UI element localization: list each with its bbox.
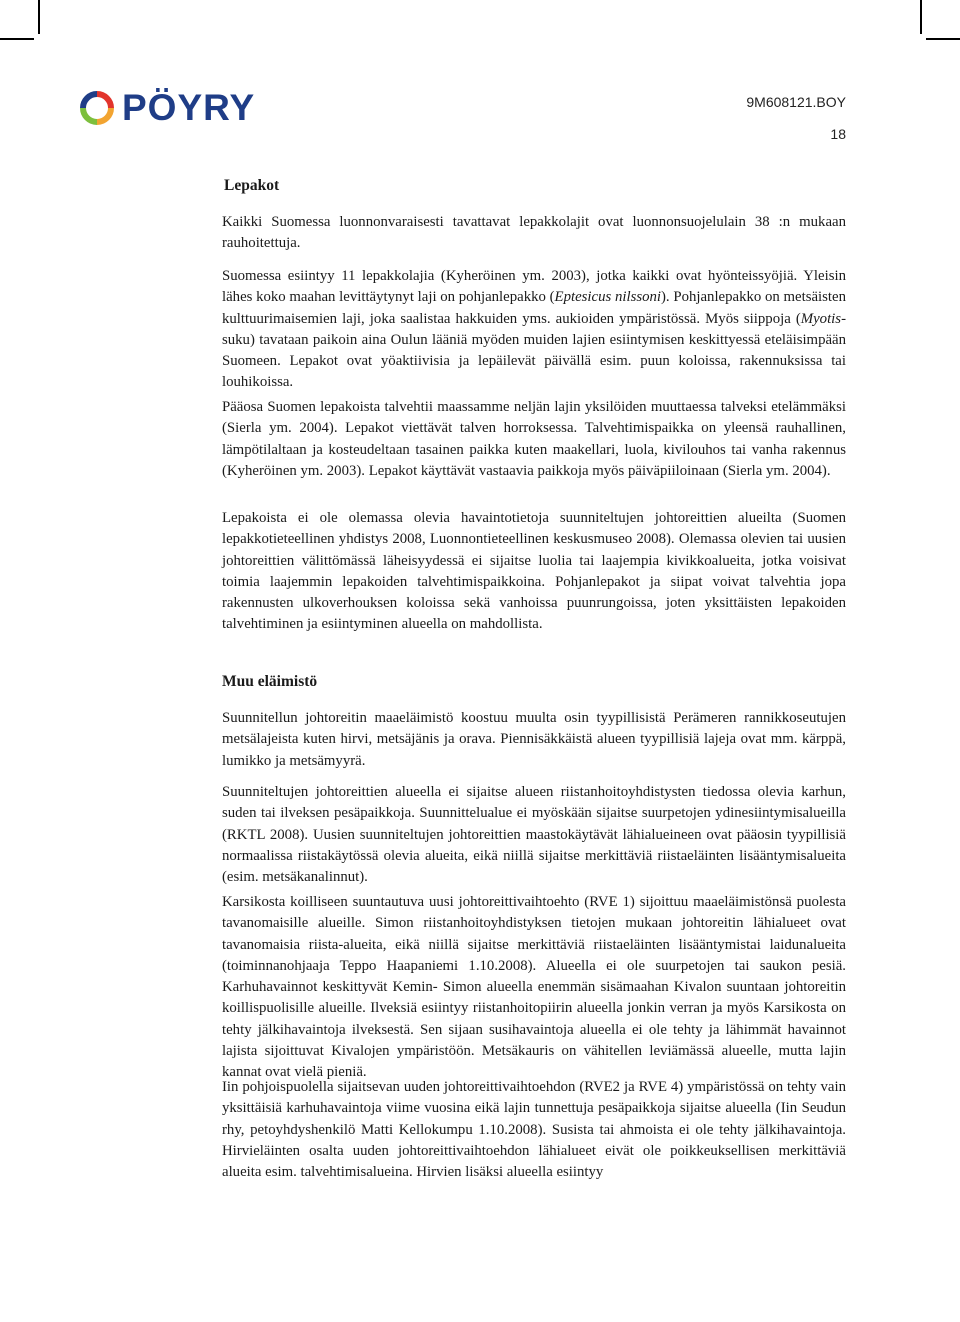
species-name: Eptesicus nilssoni <box>554 289 661 306</box>
paragraph <box>222 212 846 255</box>
crop-mark <box>920 0 922 34</box>
section-heading-lepakot: Lepakot <box>224 177 280 194</box>
paragraph-text: Kaikki Suomessa luonnonvaraisesti tavattavat lepakkolajit ovat luonnonsuojelulain 38 :n mukaan rauhoitettuja. <box>222 214 846 252</box>
paragraph <box>222 508 846 636</box>
logo-wordmark: PÖYRY <box>122 87 256 128</box>
paragraph-text: Suunniteltujen johtoreittien alueella ei sijaitse alueen riistanhoitoyhdistysten tiedossa olevia karhun, suden tai ilveksen pesäpaikkoja. Suunnittelualue ei myöskään sijaitse suurpetojen ydinesiintymisalueilla (RKTL 2008). Uusien suunniteltujen johtoreittien maastokäytävät lähialueineen ovat pääosin tyypillisiä normaalissa riistakäytössä olevia alueita, eikä niillä sijaitse merkittäviä riistaeläinten lisääntymisalueita (esim. metsäkanalinnut). <box>222 784 846 886</box>
paragraph-text: Pääosa Suomen lepakoista talvehtii maassamme neljän lajin yksilöiden muuttaessa talveksi etelämmäksi (Sierla ym. 2004). Lepakot viettävät talven horroksessa. Talvehtimispaikka on yleensä rauhallinen, lämpötilaltaan ja kosteudeltaan tasainen paikka kuten maakellari, luola, kivilouhos tai vanha rakennus (Kyheröinen ym. 2003). Lepakot käyttävät vastaavia paikkoja myös päiväpiiloinaan (Sierla ym. 2004). <box>222 399 846 479</box>
paragraph <box>222 1077 846 1183</box>
paragraph <box>222 782 846 888</box>
genus-name: Myotis <box>800 310 842 327</box>
text-run: -suku) tavataan paikoin aina Oulun lääniä myöden muiden lajien esiintymisen keskittyessä eteläisimpään Suomeen. Lepakot ovat yöaktiivisia ja lepäilevät päivällä esim. puun koloissa, rakennuksissa tai louhikoissa. <box>222 310 846 391</box>
paragraph <box>222 397 846 482</box>
paragraph <box>222 266 846 394</box>
paragraph-text: Karsikosta koilliseen suuntautuva uusi johtoreittivaihtoehto (RVE 1) sijoittuu maaeläimistönsä puolesta tavanomaisille alueille. Simon riistanhoitoyhdistyksen tietojen mukaan johtoreitin lähialueet ovat tavanomaisia riista-alueita, eikä niillä sijaitse merkittäviä riistaeläinten lisääntymistai laidunalueita (toiminnanohjaaja Teppo Haapaniemi 1.10.2008). Alueella ei ole suurpetojen tai saukon pesiä. Karhuhavainnot keskittyvät Kemin- Simon alueella enemmän sisämaahan Kivalon suuntaan johtoreitin koillispuolisille alueille. Ilveksiä esiintyy riistanhoitopiirin alueella jonkin verran ja myös Karsikosta on tehty jälkihavaintoja ilveksestä. Sen sijaan susihavaintoja alueella ei ole tehty ja lähimmät havainnot lajista sijoittuvat Kivalojen ympäristöön. Metsäkauris on vähitellen leviämässä alueelle, mutta lajin kannat ovat vielä pieniä. <box>222 894 846 1081</box>
document-id: 9M608121.BOY <box>746 94 846 110</box>
page-number: 18 <box>830 126 846 142</box>
crop-mark <box>926 38 960 40</box>
text-run: Suomessa esiintyy 11 lepakkolajia (Kyheröinen ym. 2003), jotka kaikki ovat hyönteissyöjiä. Yleisin lähes koko maahan levittäytynyt laji on pohjanlepakko ( <box>222 268 846 306</box>
paragraph-text: Suunnitellun johtoreitin maaeläimistö koostuu muulta osin tyypillisistä Perämeren rannikkoseutujen metsälajeista kuten hirvi, metsäjänis ja orava. Piennisäkkäistä alueen tyypillisiä lajeja ovat mm. kärppä, lumikko ja metsämyyrä. <box>222 710 846 769</box>
paragraph <box>222 708 846 772</box>
paragraph <box>222 892 846 1084</box>
paragraph-text: Lepakoista ei ole olemassa olevia havaintotietoja suunniteltujen johtoreittien alueilta (Suomen lepakkotieteellinen yhdistys 2008, Luonnontieteellinen keskusmuseo 2008). Olemassa olevien tai uusien johtoreittien välittömässä läheisyydessä ei sijaitse luolia tai laajempia kivikkoalueita, jotka voisivat toimia laajemmin lepakoiden talvehtimispaikkoina. Pohjanlepakot ja siipat voivat talvehtia jopa rakennusten ulkoverhouksen koloissa sekä vanhoissa puunrungoissa, joten yksittäisten lepakoiden talvehtiminen ja esiintyminen alueella on mahdollista. <box>222 510 846 633</box>
section-heading-muu-elaimisto: Muu eläimistö <box>222 673 318 690</box>
paragraph-text: Iin pohjoispuolella sijaitsevan uuden johtoreittivaihtoehdon (RVE2 ja RVE 4) ympäristössä on tehty vain yksittäisiä karhuhavaintoja viime vuosina eikä lajin tunnettuja pesäpaikkoja sijaitse alueella (Iin Seudun rhy, petoyhdyshenkilö Matti Kellokumpu 1.10.2008). Susista tai ahmoista ei ole tehty jälkihavaintoja. Hirvieläinten osalta uuden johtoreittivaihtoehdon lähialueet eivät ole poikkeuksellisen merkittäviä alueita esim. talvehtimisalueina. Hirvien lisäksi alueella esiintyy <box>222 1079 846 1181</box>
crop-mark <box>38 0 40 34</box>
text-run: ). Pohjanlepakko on metsäisten kulttuurimaisemien laji, joka saalistaa hakkuiden yms. aukioiden ympäristössä. Myös siippoja ( <box>222 289 846 327</box>
paragraph-text <box>222 266 846 394</box>
crop-mark <box>0 38 34 40</box>
poyry-logo <box>80 88 255 128</box>
logo-mark-icon <box>80 91 114 125</box>
